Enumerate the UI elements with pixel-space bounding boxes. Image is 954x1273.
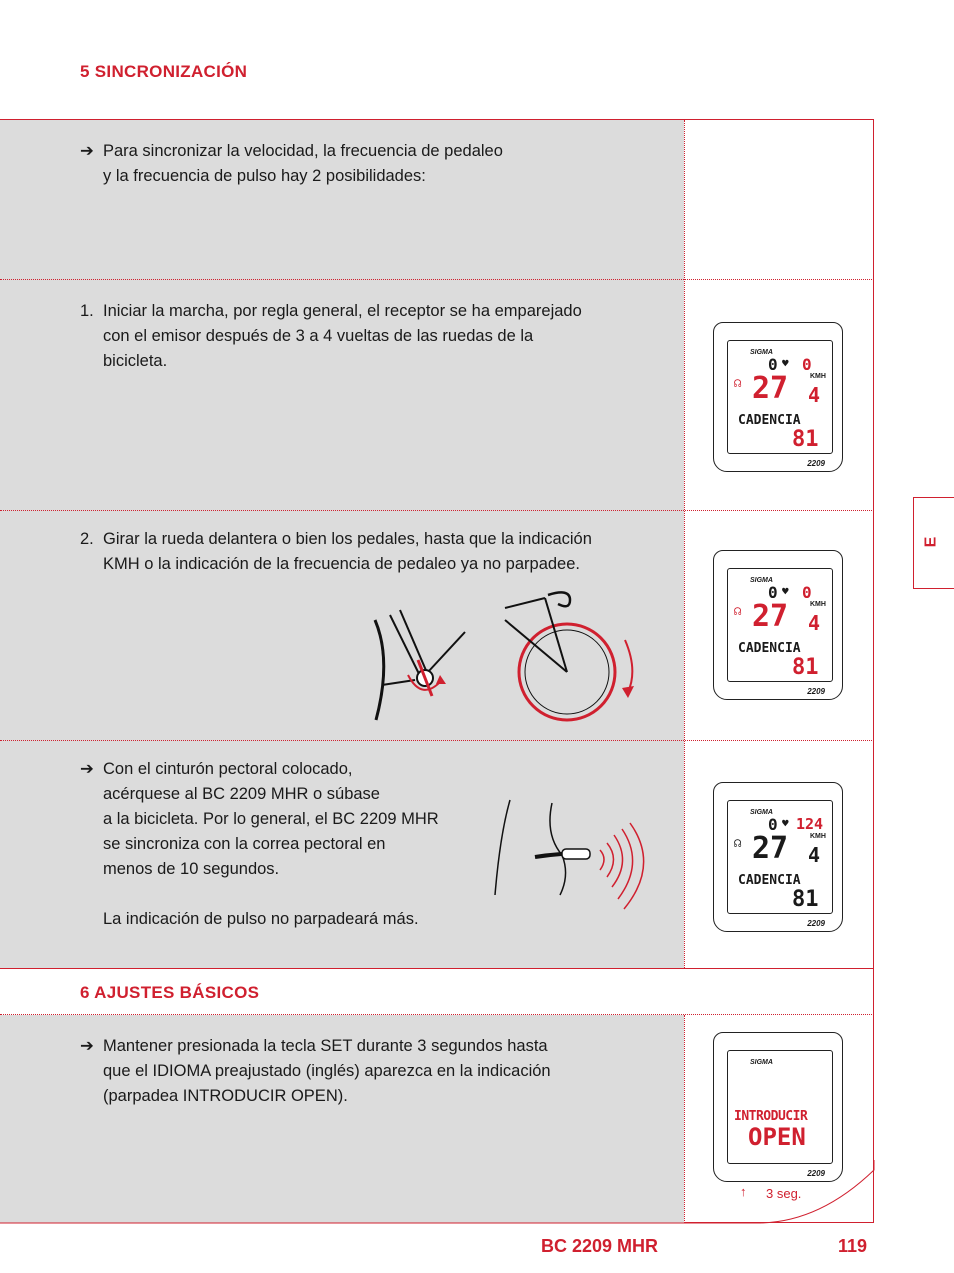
- device-display-4: SIGMA INTRODUCIR OPEN 2209: [713, 1032, 843, 1182]
- row-divider: [0, 510, 874, 511]
- page-number: 119: [838, 1236, 868, 1256]
- step-number: 2.: [80, 530, 94, 548]
- section-6-title: 6 AJUSTES BÁSICOS: [80, 983, 260, 1002]
- language-tab: E: [913, 497, 954, 589]
- heart-icon: ♥: [782, 585, 789, 598]
- device-display-1: SIGMA 0 ♥ 0 ☊ 27 KMH 4 CADENCIA 81 2209: [713, 322, 843, 472]
- row-divider: [0, 1014, 874, 1015]
- sigma-logo: SIGMA: [750, 809, 773, 816]
- intro-paragraph: ➔ Para sincronizar la velocidad, la frecuencia de pedaleo y la frecuencia de pulso hay 2 posibilidades:: [80, 139, 660, 189]
- section-divider: [0, 968, 874, 969]
- cadence-icon: ☊: [734, 376, 742, 390]
- footer-curve: [0, 1160, 954, 1230]
- set-paragraph: ➔ Mantener presionada la tecla SET durante 3 segundos hasta que el IDIOMA preajustado (inglés) aparezca en la indicación (parpadea INTRODUCIR OPEN).: [80, 1034, 660, 1109]
- section-5-title: 5 SINCRONIZACIÓN: [80, 62, 248, 81]
- arrow-bullet-icon: ➔: [80, 142, 94, 160]
- hold-duration-label: 3 seg.: [766, 1186, 802, 1201]
- heart-icon: ♥: [782, 357, 789, 370]
- device-display-2: SIGMA 0 ♥ 0 ☊ 27 KMH 4 CADENCIA 81 2209: [713, 550, 843, 700]
- step-1-paragraph: 1. Iniciar la marcha, por regla general, el receptor se ha emparejado con el emisor después de 3 a 4 vueltas de las ruedas de la bicicleta.: [80, 299, 670, 374]
- column-divider: [684, 120, 685, 968]
- chest-strap-illustration: [490, 795, 660, 915]
- heart-icon: ♥: [782, 817, 789, 830]
- row-divider: [0, 740, 874, 741]
- sigma-logo: SIGMA: [750, 577, 773, 584]
- footer-model: BC 2209 MHR: [541, 1236, 659, 1256]
- bike-illustration: [370, 580, 650, 725]
- step-2-paragraph: 2. Girar la rueda delantera o bien los pedales, hasta que la indicación KMH o la indicación de la frecuencia de pedaleo ya no parpadee.: [80, 527, 670, 577]
- sigma-logo: SIGMA: [750, 1059, 773, 1066]
- step-number: 1.: [80, 302, 94, 320]
- pulse-paragraph: ➔ Con el cinturón pectoral colocado, acérquese al BC 2209 MHR o súbase a la bicicleta. Por lo general, el BC 2209 MHR se sincroniza con la correa pectoral en menos de 10 segundos. La indicación de pulso no parpadeará más.: [80, 757, 500, 932]
- cadence-icon: ☊: [734, 604, 742, 618]
- device-display-3: SIGMA 0 ♥ 124 ☊ 27 KMH 4 CADENCIA 81 2209: [713, 782, 843, 932]
- sigma-logo: SIGMA: [750, 349, 773, 356]
- arrow-bullet-icon: ➔: [80, 1037, 94, 1055]
- row-divider: [0, 279, 874, 280]
- arrow-bullet-icon: ➔: [80, 760, 94, 778]
- arrow-up-icon: ↑: [740, 1184, 747, 1199]
- cadence-icon: ☊: [734, 836, 742, 850]
